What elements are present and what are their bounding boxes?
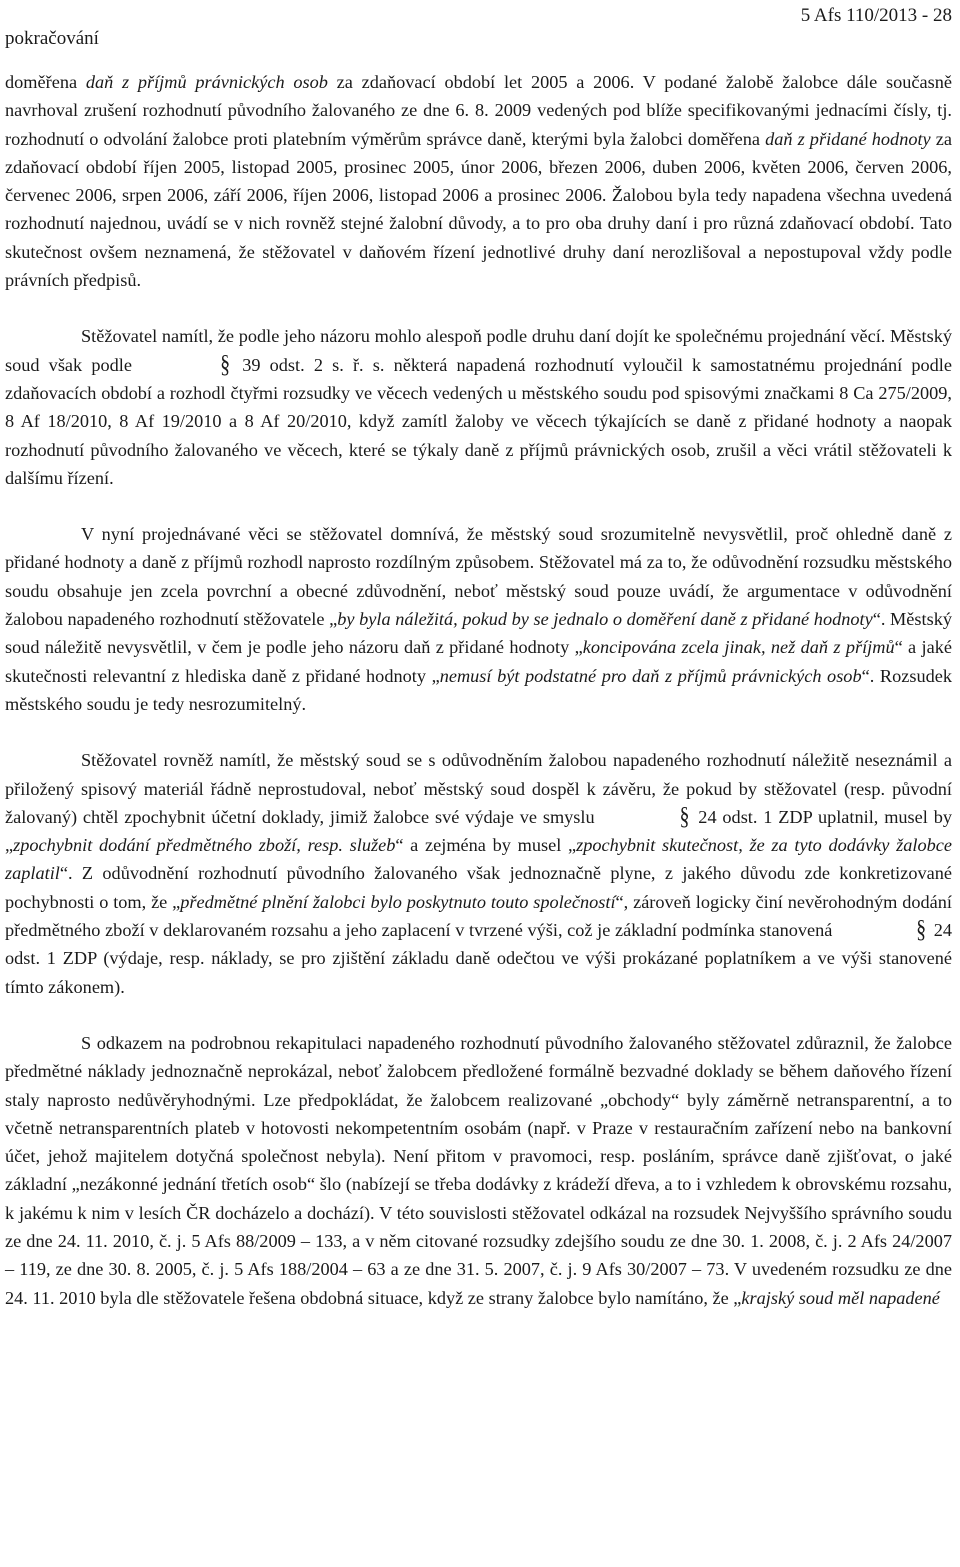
section-sign: §: [679, 803, 690, 831]
paragraph-text: 24 odst. 1 ZDP (výdaje, resp. náklady, se pro zjištění základu daně odečtou ve výši prokázané poplatníkem a ve výši stanovené tímto zákonem).: [5, 920, 952, 997]
paragraph: [5, 68, 952, 294]
paragraph-text: 24 odst. 1 ZDP uplatnil, musel by „: [5, 806, 952, 856]
paragraph: [5, 746, 952, 1001]
paragraph-text: Stěžovatel namítl, že podle jeho názoru mohlo alespoň podle druhu daní dojít ke společnému projednání věcí. Městský soud však podle: [5, 326, 952, 375]
paragraph: [5, 1029, 952, 1312]
paragraph-text: za zdaňovací období let 2005 a 2006. V podané žalobě žalobce dále současně navrhoval zrušení rozhodnutí původního žalovaného ze dne 6. 8. 2009 vedených pod blíže specifikovanými jednacími čísly, tj. rozhodnutí o odvolání žalobce proti platebním výměrům správce daně, kterými byla žalobci doměřena: [5, 72, 952, 149]
quoted-text: zpochybnit skutečnost, že za tyto dodávky žalobce zaplatil: [5, 835, 952, 884]
quoted-text: krajský soud měl napadené: [741, 1287, 940, 1308]
paragraph-text: “ a zejména by musel „: [395, 835, 577, 856]
paragraph-text: V nyní projednávané věci se stěžovatel domnívá, že městský soud srozumitelně nevysvětlil, proč ohledně daně z přidané hodnoty a daně z příjmů rozhodl naprosto rozdílným způsobem. Stěžovatel má za to, že odůvodnění rozsudku městského soudu obsahuje jen zcela povrchní a obecné zdůvodnění, neboť městský soud pouze uvádí, že argumentace v odůvodnění žalobou napadeného rozhodnutí stěžovatele „: [5, 524, 952, 630]
paragraph-text: “ a jaké skutečnosti relevantní z hlediska daně z přidané hodnoty „: [5, 637, 952, 686]
paragraph-text: S odkazem na podrobnou rekapitulaci napadeného rozhodnutí původního žalovaného stěžovatel zdůraznil, že žalobce předmětné náklady jednoznačně neprokázal, neboť žalobcem předložené formálně bezvadné doklady se během daňového řízení staly naprosto nedůvěryhodnými. Lze předpokládat, že žalobcem realizované „obchody“ byly záměrně netransparentní, a to včetně netransparentních plateb v hotovosti nekompetentním osobám (např. v Praze v restauračním zařízení nebo na bankovní účet, jehož majitelem dotyčná společnost nebyla). Není přitom v pravomoci, resp. posláním, správce daně zjišťovat, o jaké základní „nezákonné jednání třetích osob“ šlo (nabízejí se třeba dodávky z krádeží dřeva, a to i vzhledem k obrovskému rozsahu, k jakému k nim v lesích ČR docházelo a dochází). V této souvislosti stěžovatel odkázal na rozsudek Nejvyššího správního soudu ze dne 24. 11. 2010, č. j. 5 Afs 88/2009 – 133, a v něm citované rozsudky zdejšího soudu ze dne 30. 1. 2008, č. j. 2 Afs 24/2007 – 119, ze dne 30. 8. 2005, č. j. 5 Afs 188/2004 – 63 a ze dne 31. 5. 2007, č. j. 9 Afs 30/2007 – 73. V uvedeném rozsudku ze dne 24. 11. 2010 byla dle stěžovatele řešena obdobná situace, když ze strany žalobce bylo namítáno, že „: [5, 1032, 952, 1308]
paragraph-text: Stěžovatel rovněž namítl, že městský soud se s odůvodněním žalobou napadeného rozhodnutí náležitě neseznámil a přiložený spisový materiál řádně neprostudoval, neboť městský soud dospěl k závěru, že pokud by stěžovatel (resp. původní žalovaný) chtěl zpochybnit účetní doklady, jimiž žalobce své výdaje ve smyslu: [5, 750, 952, 827]
quoted-text: koncipována zcela jinak, než daň z příjmů: [582, 637, 895, 658]
quoted-text: by byla náležitá, pokud by se jednalo o doměření daně z přidané hodnoty: [337, 609, 873, 630]
paragraph-text: “. Městský soud náležitě nevysvětlil, v čem je podle jeho názoru daň z přidané hodnoty „: [5, 609, 952, 658]
paragraph-text: doměřena: [5, 72, 86, 92]
quoted-text: nemusí být podstatné pro daň z příjmů právnických osob: [439, 665, 862, 686]
continuation-label: pokračování: [5, 28, 99, 49]
paragraph: [5, 322, 952, 492]
quoted-text: daň z příjmů právnických osob: [85, 72, 328, 92]
quoted-text: zpochybnit dodání předmětného zboží, resp. služeb: [13, 835, 396, 856]
case-number: 5 Afs 110/2013 - 28: [800, 5, 952, 26]
paragraph-text: za zdaňovací období říjen 2005, listopad 2005, prosinec 2005, únor 2006, březen 2006, duben 2006, květen 2006, červen 2006, červenec 2006, srpen 2006, září 2006, říjen 2006, listopad 2006 a prosinec 2006. Žalobou byla tedy napadena všechna uvedená rozhodnutí najednou, uvádí se v nich rovněž stejné žalobní důvody, a to pro oba druhy daní i pro různá zdaňovací období. Tato skutečnost ovšem neznamená, že stěžovatel v daňovém řízení jednotlivé druhy daní nerozlišoval a nepostupoval vždy podle právních předpisů.: [5, 128, 952, 291]
paragraph-text: “, zároveň logicky činí nevěrohodným dodání předmětného zboží v deklarovaném rozsahu a jeho zaplacení v tvrzené výši, což je základní podmínka stanovená: [5, 891, 952, 941]
paragraph: [5, 520, 952, 718]
document-page: [5, 0, 952, 1567]
quoted-text: předmětné plnění žalobci bylo poskytnuto touto společností: [180, 891, 616, 912]
page-header: [5, 0, 952, 58]
section-sign: §: [220, 350, 231, 379]
document-body: [5, 68, 952, 1312]
paragraph-text: “. Rozsudek městského soudu je tedy nesrozumitelný.: [5, 665, 952, 714]
section-sign: §: [916, 916, 927, 944]
quoted-text: daň z přidané hodnoty: [765, 128, 931, 149]
paragraph-text: “. Z odůvodnění rozhodnutí původního žalovaného však jednoznačně plyne, z jakého důvodu zde konkretizované pochybnosti o tom, že „: [5, 863, 952, 912]
paragraph-text: 39 odst. 2 s. ř. s. některá napadená rozhodnutí vyloučil k samostatnému projednání podle zdaňovacích období a rozhodl čtyřmi rozsudky ve věcech vedených u městského soudu pod spisovými značkami 8 Ca 275/2009, 8 Af 18/2010, 8 Af 19/2010 a 8 Af 20/2010, když zamítl žaloby ve věcech týkajících se daně z přidané hodnoty a naopak rozhodnutí původního žalovaného ve věcech, které se týkaly daně z příjmů právnických osob, zrušil a věci vrátil stěžovateli k dalšímu řízení.: [5, 354, 953, 488]
